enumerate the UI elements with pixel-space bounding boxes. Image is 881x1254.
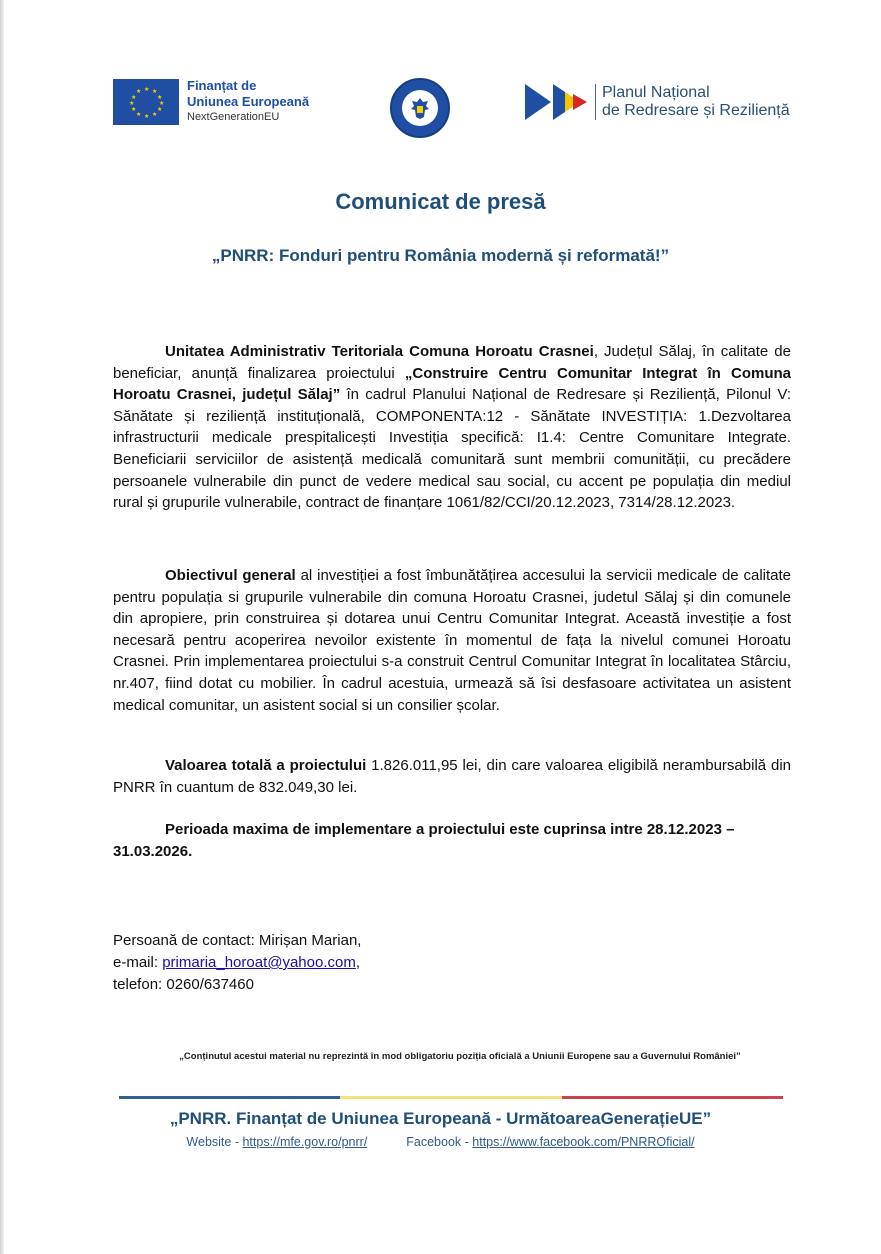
eagle-crest-icon bbox=[407, 95, 433, 121]
website-label: Website - bbox=[186, 1135, 243, 1149]
paragraph-project-value bbox=[113, 755, 791, 798]
paragraph-text: 1.826.011,95 lei, din care valoarea eligibilă nerambursabilă din PNRR în cuantum de 832.049,30 lei. bbox=[113, 757, 791, 796]
page-subtitle: „PNRR: Fonduri pentru România modernă și reformată!” bbox=[211, 246, 670, 265]
paragraph-implementation-period bbox=[113, 819, 791, 862]
paragraph-text: al investiției a fost îmbunătățirea accesului la servicii medicale de calitate pentru populația si grupurile vulnerabile din comuna Horoatu Crasnei, judetul Sălaj și din comunele din apropiere, prin construirea și dotarea unui Centru Comunitar Integrat. Această investiție a fost necesară pentru acoperirea nevoilor existente în momentul de fața la nivelul comunei Horoatu Crasnei. Prin implementarea proiectului s-a construit Centrul Comunitar Integrat în localitatea Stârciu, nr.407, fiind dotat cu mobilier. În cadrul acestuia, urmează să îsi desfasoare activitatea un asistent medical comunitar, un asistent social si un consilier școlar. bbox=[113, 567, 792, 714]
eu-disclaimer: „Conținutul acestui material nu reprezintă în mod obligatoriu poziția oficială a Uniunii Europene sau a Guvernului României” bbox=[179, 1051, 741, 1062]
footer-links bbox=[0, 1135, 881, 1149]
contact-email-line bbox=[113, 952, 361, 974]
eu-logo-line2: Uniunea Europeană bbox=[187, 94, 310, 109]
paragraph-project-announcement bbox=[113, 341, 791, 514]
tricolor-divider bbox=[119, 1096, 783, 1099]
implementation-period-text: Perioada maxima de implementare a proiectului este cuprinsa intre 28.12.2023 – 31.03.2026. bbox=[113, 821, 735, 860]
facebook-link[interactable]: https://www.facebook.com/PNRROficial/ bbox=[472, 1135, 695, 1149]
paragraph-text: în cadrul Planului Național de Redresare și Reziliență, Pilonul V: Sănătate și reziliență instituțională, COMPONENTA:12 - Sănătate INVESTIȚIA: 1.Dezvoltarea infrastructurii medicale prespitalicești Investiția specifică: I1.4: Centre Comunitare Integrate. Beneficiarii serviciilor de asistență medicală comunitară sunt membrii comunității, cu precădere persoanele vulnerabile din punct de vedere medical sau social, cu accent pe populația din mediul rural și grupurile vulnerabile, contract de finanțare 1061/82/CCI/20.12.2023, 7314/28.12.2023. bbox=[113, 386, 791, 512]
facebook-label: Facebook - bbox=[406, 1135, 473, 1149]
footer-slogan: „PNRR. Finanțat de Uniunea Europeană - UrmătoareaGenerațieUE” bbox=[169, 1109, 712, 1128]
email-suffix: , bbox=[355, 954, 361, 971]
pnrr-logo bbox=[525, 82, 790, 122]
eu-logo-line1: Finanțat de bbox=[187, 78, 257, 93]
government-seal-icon bbox=[390, 78, 450, 138]
email-label: e-mail: bbox=[113, 954, 163, 971]
email-link[interactable]: primaria_horoat@yahoo.com bbox=[162, 954, 356, 971]
beneficiary-name: Unitatea Administrativ Teritoriala Comuna Horoatu Crasnei bbox=[165, 343, 594, 360]
pnrr-logo-line1: Planul Național bbox=[602, 84, 710, 101]
page-title: Comunicat de presă bbox=[335, 189, 546, 214]
value-heading: Valoarea totală a proiectului bbox=[165, 757, 367, 774]
eu-flag-icon: ★ ★ ★ ★ ★ ★ ★ ★ ★ ★ ★ ★ bbox=[113, 79, 179, 125]
eu-logo-line3: NextGenerationEU bbox=[187, 111, 280, 123]
objective-heading: Obiectivul general bbox=[165, 567, 296, 584]
contact-phone: telefon: 0260/637460 bbox=[113, 976, 254, 993]
paragraph-objective bbox=[113, 565, 791, 716]
pnrr-arrows-icon bbox=[525, 82, 591, 122]
project-name: „Construire Centru Comunitar Integrat în Comuna Horoatu Crasnei, județul Sălaj” bbox=[113, 364, 791, 404]
paragraph-text: , Județul Sălaj, în calitate de beneficiar, anunță finalizarea proiectului bbox=[113, 343, 791, 382]
website-link[interactable]: https://mfe.gov.ro/pnrr/ bbox=[242, 1135, 368, 1149]
pnrr-divider bbox=[595, 84, 596, 120]
pnrr-logo-line2: de Redresare și Reziliență bbox=[602, 102, 790, 119]
contact-person: Persoană de contact: Mirișan Marian, bbox=[113, 932, 362, 949]
contact-block bbox=[113, 930, 361, 996]
eu-funding-logo bbox=[113, 78, 309, 125]
